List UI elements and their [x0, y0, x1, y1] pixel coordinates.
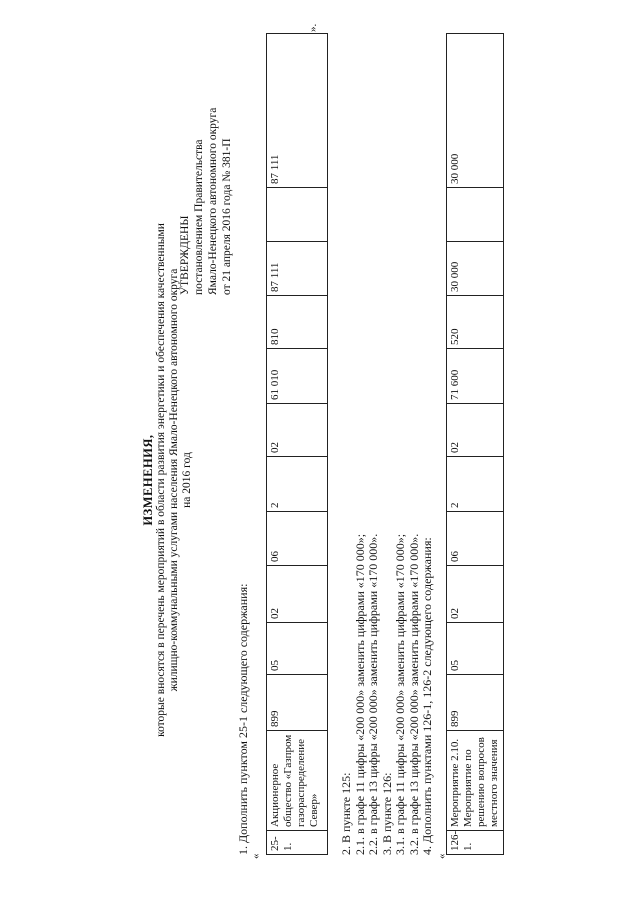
cell-activity: Мероприятие 2.10. Мероприятие по решению вопросов местного значения [447, 731, 504, 831]
cell-code: 02 [267, 566, 328, 623]
instruction-item-1: 1. Дополнить пунктом 25-1 следующего содержания: [236, 583, 250, 855]
cell-code: 02 [447, 566, 504, 623]
approval-line: УТВЕРЖДЕНЫ [179, 215, 191, 295]
title-heading: ИЗМЕНЕНИЯ, [141, 434, 155, 526]
cell-code: 899 [267, 675, 328, 731]
approval-line: Ямало-Ненецкого автономного округа [207, 107, 219, 295]
cell-code: 06 [447, 512, 504, 566]
cell-recipient: Акционерное общество «Газпром газораспределение Север» [267, 731, 328, 831]
cell-code: 2 [447, 457, 504, 512]
cell-code: 899 [447, 675, 504, 731]
title-line: на 2016 год [181, 452, 193, 508]
cell-code: 810 [267, 296, 328, 349]
cell-amount: 87 111 [267, 242, 328, 296]
cell-number: 126-1. [447, 831, 504, 855]
cell-code: 2 [267, 457, 328, 512]
cell-amount: 87 111 [267, 34, 328, 188]
approval-line: от 21 апреля 2016 года № 381-П [221, 138, 233, 295]
title-line: жилищно-коммунальными услугами населения Ямало-Ненецкого автономного округа [168, 268, 180, 692]
cell-code: 02 [447, 404, 504, 457]
table-item-25-1 [266, 33, 328, 855]
approval-line: постановлением Правительства [193, 139, 205, 295]
cell-code: 71 600 [447, 349, 504, 404]
cell-amount [267, 188, 328, 242]
document-title [142, 205, 194, 755]
cell-amount: 30 000 [447, 242, 504, 296]
instruction-line: 3.2. в графе 13 цифры «200 000» заменить цифрами «170 000». [406, 533, 421, 855]
instruction-line: 2.1. в графе 11 цифры «200 000» заменить цифрами «170 000»; [352, 533, 367, 855]
open-quote-1: « [250, 853, 262, 859]
cell-code: 05 [267, 623, 328, 675]
cell-code: 61 010 [267, 349, 328, 404]
table-item-126-1 [446, 33, 504, 855]
cell-amount [447, 188, 504, 242]
open-quote-2: « [436, 853, 448, 859]
instruction-line: 4. Дополнить пунктами 126-1, 126-2 следующего содержания: [420, 537, 434, 855]
instruction-line: 3. В пункте 126: [379, 772, 394, 855]
instruction-block [340, 534, 435, 855]
close-quote-1: ». [307, 23, 319, 32]
cell-amount: 30 000 [447, 34, 504, 188]
table-row [447, 34, 504, 855]
table-row [267, 34, 328, 855]
cell-code: 05 [447, 623, 504, 675]
instruction-line: 2. В пункте 125: [339, 772, 353, 855]
cell-code: 02 [267, 404, 328, 457]
title-line: которые вносятся в перечень мероприятий в области развития энергетики и обеспечения качественными [155, 223, 167, 737]
cell-code: 06 [267, 512, 328, 566]
instruction-line: 2.2. в графе 13 цифры «200 000» заменить цифрами «170 000». [366, 533, 380, 855]
cell-code: 520 [447, 296, 504, 349]
instruction-line: 3.1. в графе 11 цифры «200 000» заменить цифрами «170 000»; [393, 533, 407, 855]
cell-number: 25-1. [267, 831, 328, 855]
